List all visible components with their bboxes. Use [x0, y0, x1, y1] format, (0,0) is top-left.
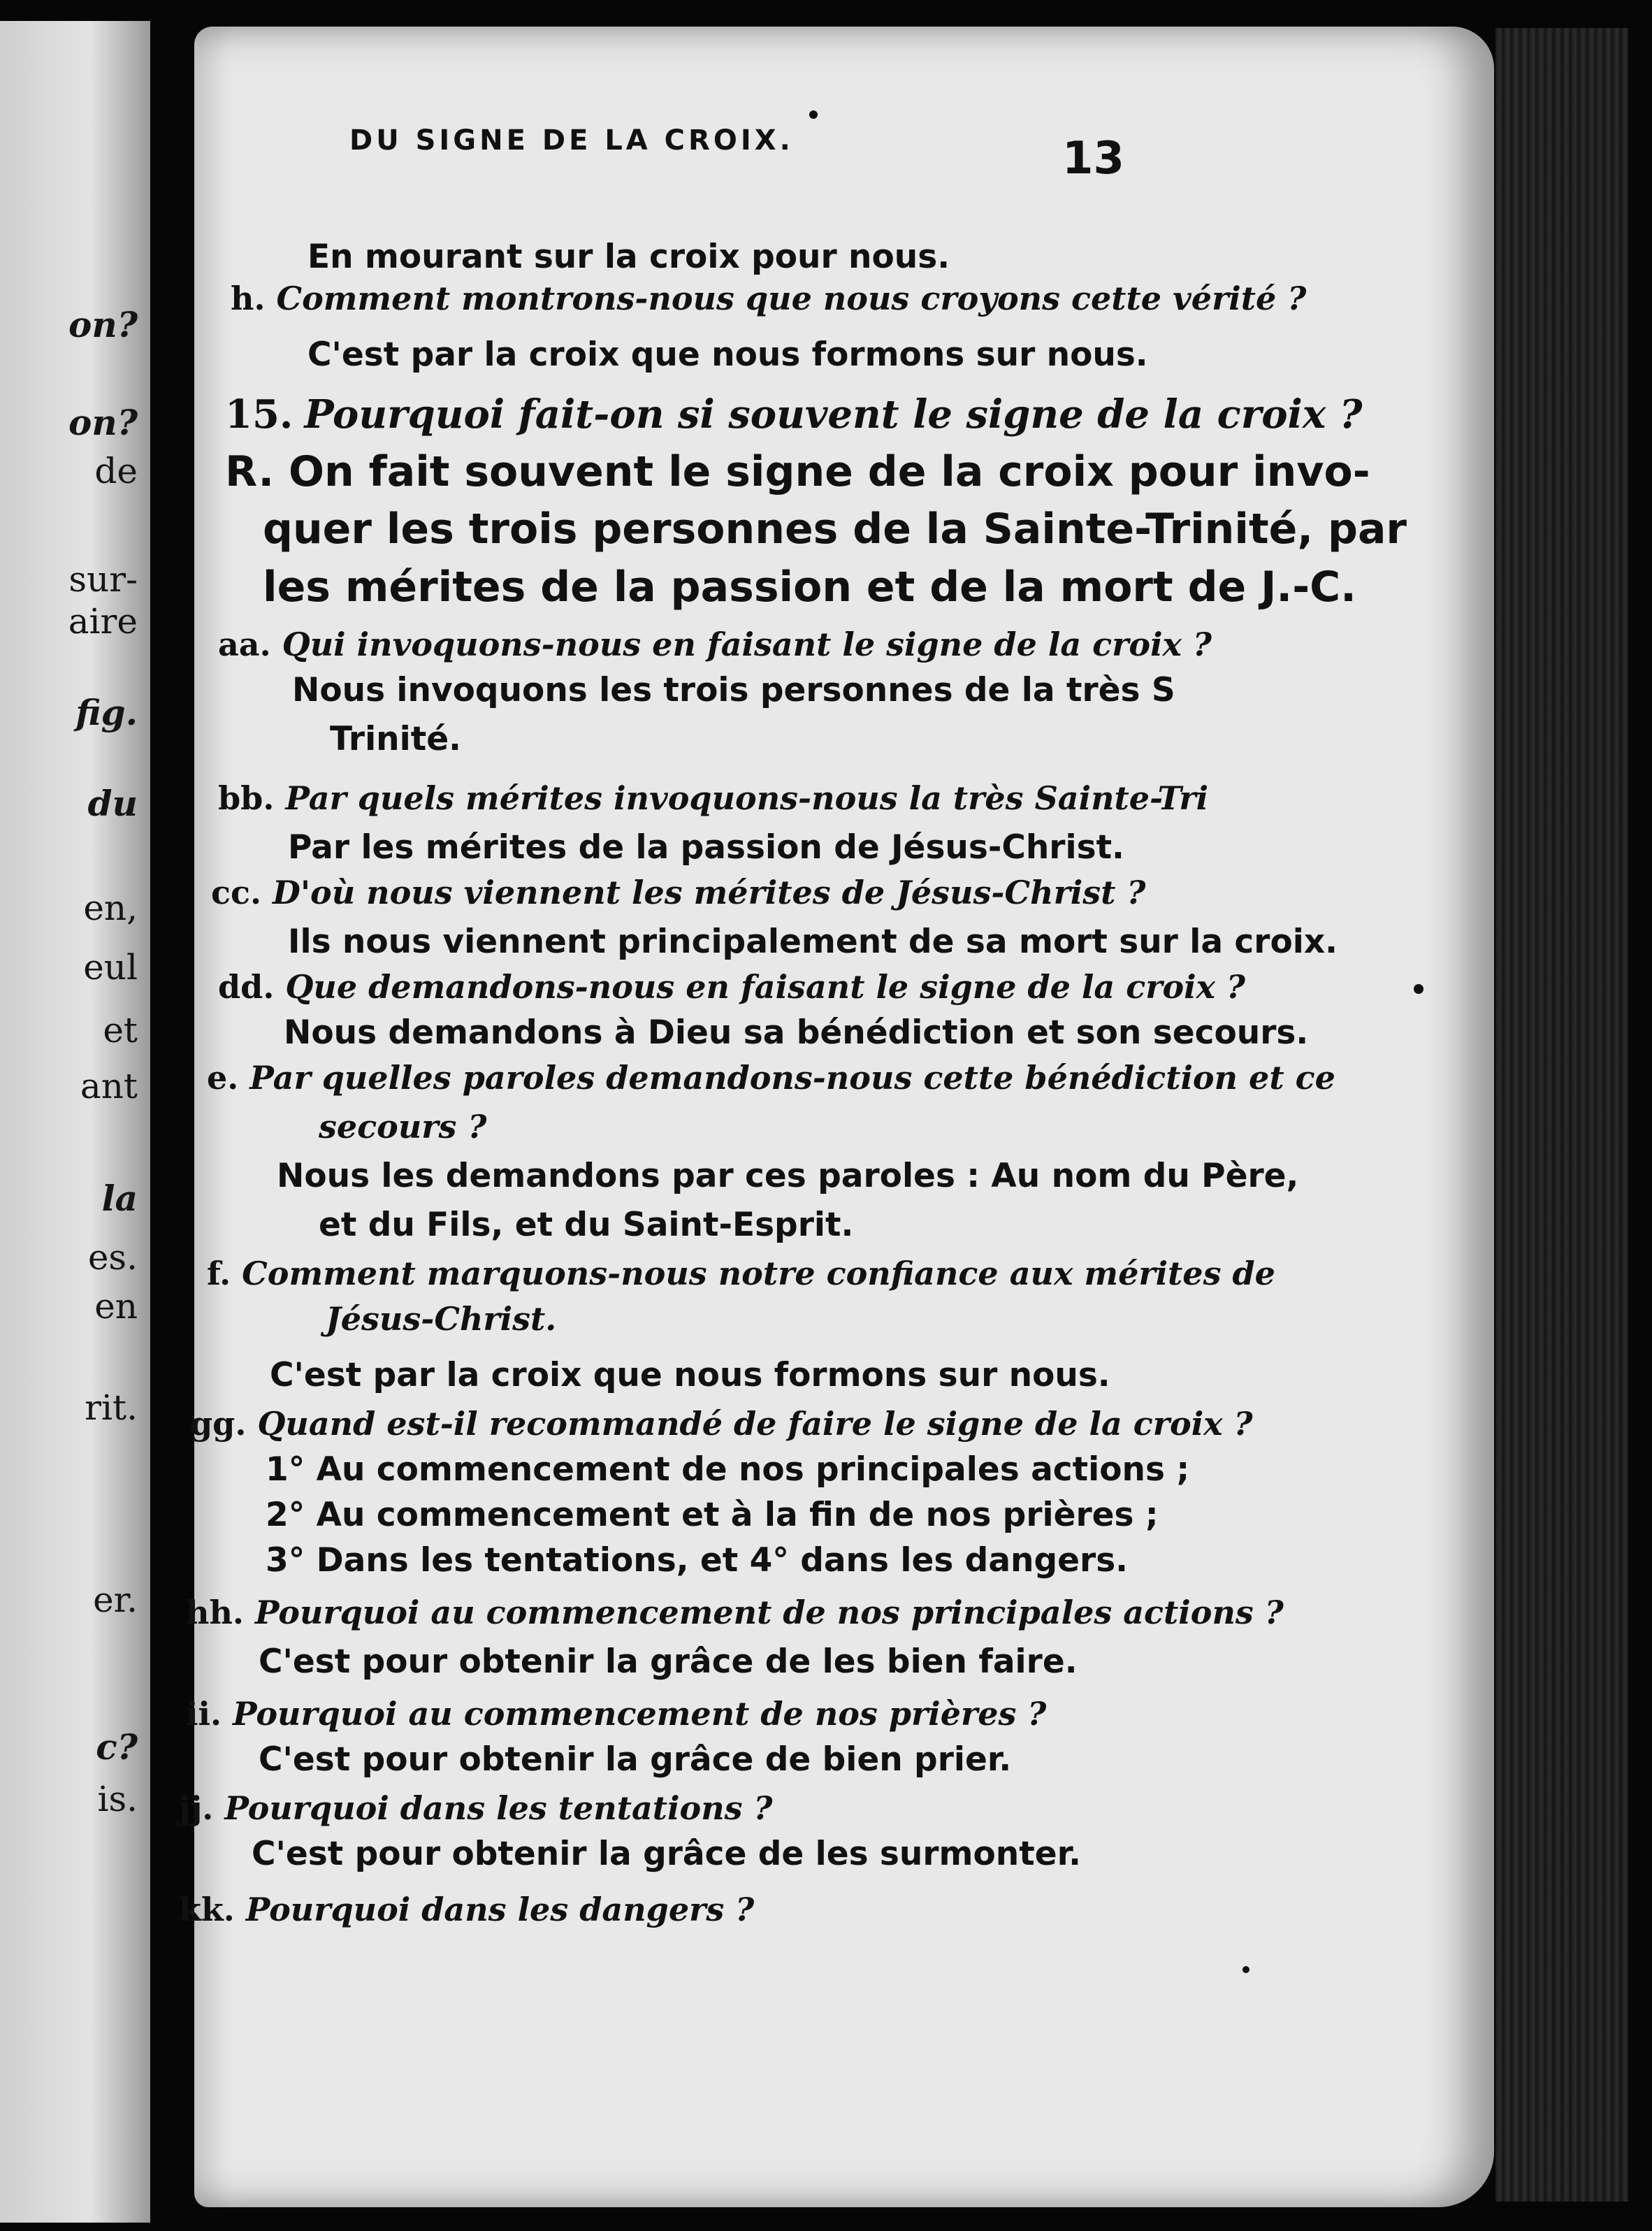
line-text: Nous invoquons les trois personnes de la très S — [292, 671, 1175, 709]
question-line — [186, 1594, 1284, 1631]
text-line — [288, 828, 1124, 867]
book-page-edges — [1495, 28, 1628, 2202]
line-text: Trinité. — [330, 720, 461, 758]
ink-speck — [809, 110, 818, 119]
text-line — [326, 1300, 556, 1338]
line-text: Que demandons-nous en faisant le signe de la croix ? — [285, 968, 1246, 1006]
question-label: e. — [207, 1059, 239, 1097]
question-line — [225, 391, 1363, 438]
text-line — [266, 1496, 1159, 1534]
line-text: D'où nous viennent les mérites de Jésus-Christ ? — [273, 874, 1146, 911]
text-line — [284, 1013, 1308, 1052]
text-line — [263, 505, 1407, 554]
line-text: Pourquoi fait-on si souvent le signe de la croix ? — [304, 391, 1363, 438]
left-text-fragment: sur- — [68, 559, 138, 600]
line-text: Par les mérites de la passion de Jésus-Christ. — [288, 828, 1124, 867]
left-text-fragment: on? — [68, 402, 138, 443]
line-text: Comment marquons-nous notre confiance aux mérites de — [242, 1255, 1275, 1292]
line-text: quer les trois personnes de la Sainte-Trinité, par — [263, 505, 1407, 554]
text-line — [288, 923, 1338, 961]
text-line — [307, 335, 1148, 374]
line-text: Qui invoquons-nous en faisant le signe de la croix ? — [282, 626, 1212, 663]
line-text: C'est pour obtenir la grâce de bien prier. — [259, 1740, 1012, 1779]
line-text: 2° Au commencement et à la fin de nos prières ; — [266, 1496, 1159, 1534]
text-line — [225, 447, 1370, 496]
question-line — [207, 1059, 1335, 1097]
text-line — [259, 1740, 1011, 1779]
question-label: gg. — [190, 1405, 247, 1443]
line-text: Nous demandons à Dieu sa bénédiction et son secours. — [284, 1013, 1309, 1052]
left-text-fragment: er. — [93, 1580, 138, 1620]
left-text-fragment: ant — [80, 1066, 138, 1106]
line-text: les mérites de la passion et de la mort de J.-C. — [263, 563, 1356, 612]
question-label: ii. — [186, 1695, 222, 1733]
line-text: 1° Au commencement de nos principales actions ; — [266, 1450, 1190, 1489]
line-text: Pourquoi au commencement de nos prières ? — [232, 1695, 1047, 1733]
text-line — [270, 1356, 1110, 1394]
left-text-fragment: en, — [83, 888, 138, 928]
text-line — [307, 238, 950, 276]
text-line — [266, 1450, 1189, 1489]
left-text-fragment: fig. — [75, 692, 138, 733]
text-line — [330, 720, 461, 758]
left-text-fragment: is. — [97, 1779, 138, 1819]
question-label: h. — [231, 280, 266, 317]
question-line — [190, 1405, 1253, 1443]
question-line — [179, 1891, 754, 1928]
left-text-fragment: on? — [68, 304, 138, 345]
question-line — [231, 280, 1306, 317]
question-line — [211, 874, 1145, 911]
text-line — [252, 1835, 1081, 1873]
line-text: En mourant sur la croix pour nous. — [307, 238, 950, 276]
left-text-fragment: en — [94, 1286, 138, 1327]
line-text: C'est par la croix que nous formons sur nous. — [270, 1356, 1110, 1394]
line-text: secours ? — [319, 1108, 487, 1146]
question-line — [207, 1255, 1275, 1292]
question-line — [218, 626, 1212, 663]
line-text: Comment montrons-nous que nous croyons cette vérité ? — [276, 280, 1307, 317]
question-label: dd. — [218, 968, 275, 1006]
page-number: 13 — [1062, 133, 1125, 185]
text-line — [277, 1157, 1298, 1195]
line-text: C'est par la croix que nous formons sur nous. — [307, 335, 1148, 374]
question-label: kk. — [179, 1891, 235, 1928]
left-text-fragment: aire — [68, 601, 138, 642]
line-text: Pourquoi dans les tentations ? — [224, 1789, 773, 1827]
line-text: Par quels mérites invoquons-nous la très Sainte-Tri — [285, 779, 1209, 817]
question-label: jj. — [179, 1789, 214, 1827]
text-line — [319, 1206, 853, 1244]
ink-speck — [1414, 984, 1423, 994]
question-line — [218, 968, 1245, 1006]
left-text-fragment: rit. — [85, 1387, 138, 1428]
left-text-fragment: de — [94, 451, 138, 491]
line-text: C'est pour obtenir la grâce de les surmonter. — [252, 1835, 1081, 1873]
line-text: Quand est-il recommandé de faire le signe de la croix ? — [257, 1405, 1253, 1443]
left-text-fragment: du — [87, 783, 138, 824]
question-label: aa. — [218, 626, 271, 663]
question-line — [218, 779, 1208, 817]
text-line — [292, 671, 1175, 709]
line-text: R. On fait souvent le signe de la croix pour invo- — [225, 447, 1370, 496]
line-text: 3° Dans les tentations, et 4° dans les dangers. — [266, 1541, 1129, 1580]
line-text: Nous les demandons par ces paroles : Au nom du Père, — [277, 1157, 1299, 1195]
text-line — [259, 1642, 1078, 1681]
left-page-fragment — [0, 21, 150, 2223]
question-label: hh. — [186, 1594, 244, 1631]
question-label: cc. — [211, 874, 262, 911]
ink-speck — [1242, 1966, 1249, 1973]
line-text: Pourquoi dans les dangers ? — [245, 1891, 755, 1928]
line-text: Jésus-Christ. — [326, 1300, 557, 1338]
question-line — [179, 1789, 773, 1827]
question-label: f. — [207, 1255, 231, 1292]
question-label: bb. — [218, 779, 275, 817]
line-text: Par quelles paroles demandons-nous cette bénédiction et ce — [249, 1059, 1335, 1097]
question-label: 15. — [225, 391, 294, 438]
text-line — [319, 1108, 486, 1146]
running-title: DU SIGNE DE LA CROIX. — [349, 124, 794, 157]
text-line — [266, 1541, 1128, 1580]
left-text-fragment: es. — [87, 1237, 138, 1278]
left-text-fragment: c? — [96, 1726, 138, 1768]
text-line — [263, 563, 1356, 612]
question-line — [186, 1695, 1046, 1733]
line-text: et du Fils, et du Saint-Esprit. — [319, 1206, 854, 1244]
left-text-fragment: la — [101, 1178, 138, 1219]
line-text: Pourquoi au commencement de nos principales actions ? — [254, 1594, 1284, 1631]
line-text: C'est pour obtenir la grâce de les bien faire. — [259, 1642, 1078, 1681]
line-text: Ils nous viennent principalement de sa mort sur la croix. — [288, 923, 1338, 961]
left-text-fragment: et — [103, 1010, 138, 1050]
left-text-fragment: eul — [83, 947, 138, 988]
